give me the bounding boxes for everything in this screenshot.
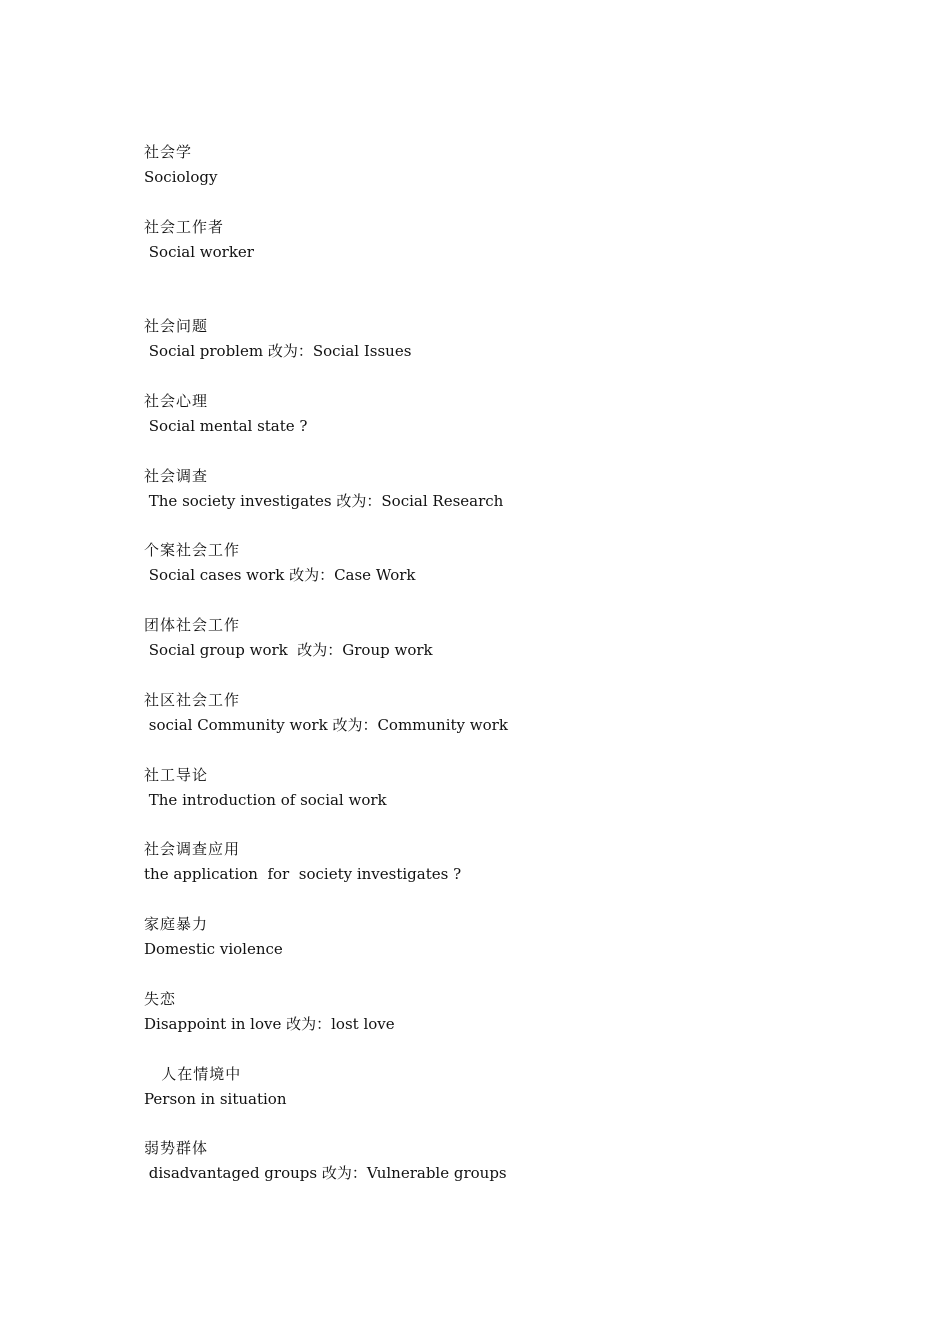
chinese-term: 社会调查应用 xyxy=(144,840,241,858)
chinese-term: 社会调查 xyxy=(144,467,209,485)
glossary-entry xyxy=(144,613,844,663)
chinese-term: 社会心理 xyxy=(144,392,209,410)
chinese-term: 个案社会工作 xyxy=(144,541,241,559)
glossary-entry xyxy=(144,1062,844,1112)
glossary-entry xyxy=(144,215,844,265)
english-term: Domestic violence xyxy=(144,940,283,958)
chinese-term: 人在情境中 xyxy=(144,1065,242,1083)
chinese-term: 团体社会工作 xyxy=(144,616,241,634)
english-term: The introduction of social work xyxy=(144,791,387,809)
english-term: Person in situation xyxy=(144,1090,287,1108)
glossary-entry xyxy=(144,763,844,813)
english-term: Social cases work 改为：Case Work xyxy=(144,566,416,584)
english-term: social Community work 改为：Community work xyxy=(144,716,508,734)
english-term: Social problem 改为：Social Issues xyxy=(144,342,412,360)
glossary-entry xyxy=(144,837,844,887)
english-term: Social mental state ? xyxy=(144,417,308,435)
glossary-entry xyxy=(144,688,844,738)
chinese-term: 家庭暴力 xyxy=(144,915,209,933)
chinese-term: 社会学 xyxy=(144,143,193,161)
english-term: Social worker xyxy=(144,243,254,261)
glossary-entry xyxy=(144,538,844,588)
chinese-term: 社会工作者 xyxy=(144,218,225,236)
glossary-entry xyxy=(144,314,844,364)
glossary-entry xyxy=(144,1136,844,1186)
glossary-entry xyxy=(144,389,844,439)
glossary-entry xyxy=(144,987,844,1037)
glossary-entry xyxy=(144,464,844,514)
english-term: disadvantaged groups 改为：Vulnerable groups xyxy=(144,1164,507,1182)
glossary-entry xyxy=(144,912,844,962)
glossary-entry xyxy=(144,140,844,190)
chinese-term: 社会问题 xyxy=(144,317,209,335)
english-term: The society investigates 改为：Social Research xyxy=(144,492,504,510)
english-term: Sociology xyxy=(144,168,218,186)
english-term: Social group work 改为：Group work xyxy=(144,641,433,659)
english-term: Disappoint in love 改为：lost love xyxy=(144,1015,395,1033)
chinese-term: 社工导论 xyxy=(144,766,209,784)
chinese-term: 失恋 xyxy=(144,990,177,1008)
chinese-term: 社区社会工作 xyxy=(144,691,241,709)
chinese-term: 弱势群体 xyxy=(144,1139,209,1157)
english-term: the application for society investigates ? xyxy=(144,865,462,883)
